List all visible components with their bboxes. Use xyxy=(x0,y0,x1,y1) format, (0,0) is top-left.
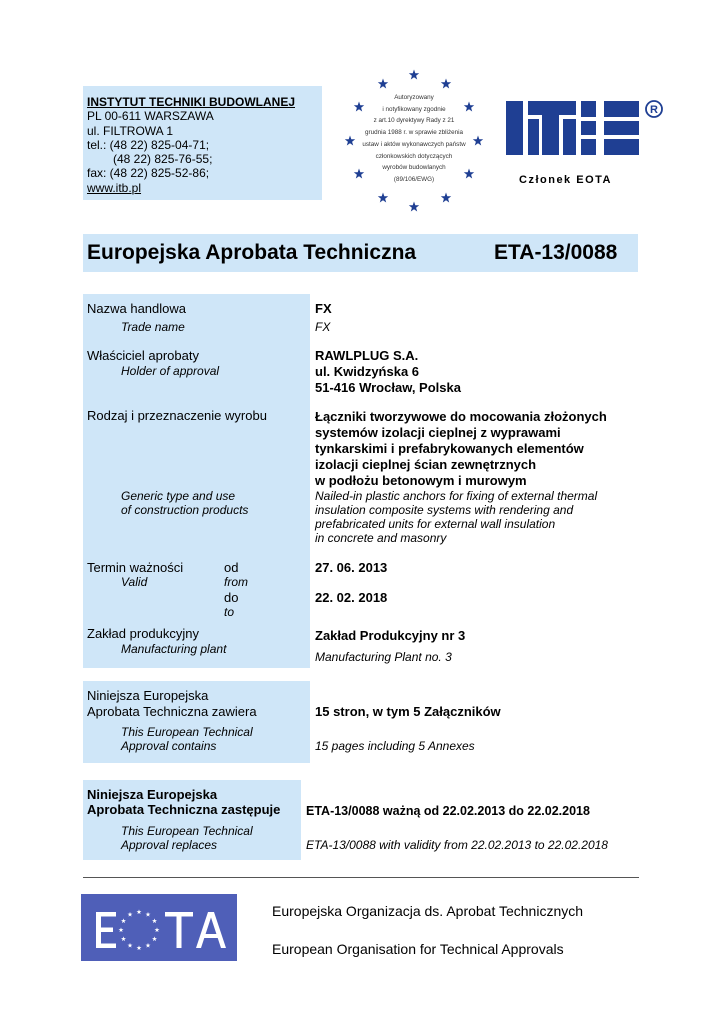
product-type-line: systemów izolacji cieplnej z wyprawami xyxy=(315,425,561,440)
trade-name-label-en: Trade name xyxy=(121,320,185,334)
replaces-label-en: This European Technical xyxy=(121,824,253,838)
validity-from-label-en: from xyxy=(224,575,248,589)
institute-name: INSTYTUT TECHNIKI BUDOWLANEJ xyxy=(87,95,295,109)
product-type-line: izolacji cieplnej ścian zewnętrznych xyxy=(315,457,537,472)
replaces-label-en: Approval replaces xyxy=(121,838,218,852)
plant-label: Zakład produkcyjny xyxy=(87,626,199,641)
validity-from-date: 27. 06. 2013 xyxy=(315,560,388,575)
plant-label-en: Manufacturing plant xyxy=(121,642,227,656)
institute-address-box xyxy=(83,86,322,200)
contains-value: 15 stron, w tym 5 Załączników xyxy=(315,704,501,719)
seal-line: Autoryzowany xyxy=(394,94,434,101)
holder-label: Właściciel aprobaty xyxy=(87,348,199,363)
holder-label-en: Holder of approval xyxy=(121,364,220,378)
institute-tel-2: (48 22) 825-76-55; xyxy=(113,152,213,167)
seal-line: członkowskich dotyczących xyxy=(375,152,453,160)
plant-value-en: Manufacturing Plant no. 3 xyxy=(315,650,452,664)
product-type-line: Łączniki tworzywowe do mocowania złożonych xyxy=(315,409,607,424)
trade-name-value-en: FX xyxy=(315,320,331,334)
seal-line: grudnia 1988 r. w sprawie zbliżenia xyxy=(364,129,463,137)
eota-logo xyxy=(81,894,237,961)
product-type-line-en: Nailed-in plastic anchors for fixing of external thermal xyxy=(315,489,598,503)
svg-text:R: R xyxy=(650,104,658,116)
plant-value: Zakład Produkcyjny nr 3 xyxy=(315,628,466,643)
contains-label: Niniejsza Europejska xyxy=(87,688,209,703)
notified-body-seal xyxy=(342,66,486,216)
product-type-line-en: prefabricated units for external wall insulation xyxy=(315,517,556,531)
validity-label: Termin ważności xyxy=(87,560,184,575)
replaces-label: Aprobata Techniczna zastępuje xyxy=(87,802,281,817)
page-title: Europejska Aprobata Techniczna xyxy=(87,241,417,264)
footer-divider xyxy=(83,877,639,878)
validity-to-date: 22. 02. 2018 xyxy=(315,590,388,605)
product-type-label: Rodzaj i przeznaczenie wyrobu xyxy=(87,408,267,423)
seal-line: (89/106/EWG) xyxy=(393,175,435,183)
seal-line: ustaw i aktów wykonawczych państw xyxy=(362,140,466,148)
seal-line: i notyfikowany zgodnie xyxy=(382,105,446,113)
validity-to-label: do xyxy=(224,590,239,605)
product-type-label-en: of construction products xyxy=(121,503,249,517)
product-type-line: tynkarskimi i prefabrykowanych elementów xyxy=(315,441,584,456)
institute-website-link[interactable]: www.itb.pl xyxy=(87,180,142,195)
trade-name-label: Nazwa handlowa xyxy=(87,301,187,316)
footer-org-name-pl: Europejska Organizacja ds. Aprobat Technicznych xyxy=(272,903,584,919)
product-type-label-en: Generic type and use xyxy=(121,489,236,503)
product-type-line-en: insulation composite systems with rendering and xyxy=(315,503,574,517)
validity-to-label-en: to xyxy=(224,605,235,619)
trade-name-value: FX xyxy=(315,301,332,316)
validity-from-label: od xyxy=(224,560,239,575)
product-type-line: w podłożu betonowym i murowym xyxy=(315,473,527,488)
institute-tel-1: tel.: (48 22) 825-04-71; xyxy=(87,137,210,152)
contains-label: Aprobata Techniczna zawiera xyxy=(87,704,257,719)
seal-line: wyrobów budowlanych xyxy=(382,164,446,172)
holder-name: RAWLPLUG S.A. xyxy=(315,348,419,363)
footer-org-name-en: European Organisation for Technical Approvals xyxy=(272,941,564,957)
eta-number: ETA-13/0088 xyxy=(494,241,618,264)
institute-fax: fax: (48 22) 825-52-86; xyxy=(87,166,210,181)
holder-city: 51-416 Wrocław, Polska xyxy=(315,380,461,395)
seal-text xyxy=(362,92,466,186)
itb-logo xyxy=(506,99,666,156)
contains-label-en: This European Technical xyxy=(121,725,253,739)
contains-value-en: 15 pages including 5 Annexes xyxy=(315,739,475,753)
eota-member-label: Członek EOTA xyxy=(519,174,612,186)
eota-logo-mark xyxy=(81,894,237,961)
itb-logo-mark xyxy=(506,99,666,156)
replaces-label: Niniejsza Europejska xyxy=(87,787,218,802)
replaces-value-en: ETA-13/0088 with validity from 22.02.2013 to 22.02.2018 xyxy=(306,838,608,852)
product-type-line-en: in concrete and masonry xyxy=(315,531,447,545)
contains-label-en: Approval contains xyxy=(121,739,217,753)
institute-street: ul. FILTROWA 1 xyxy=(87,123,174,138)
institute-postal: PL 00-611 WARSZAWA xyxy=(87,109,214,124)
replaces-value: ETA-13/0088 ważną od 22.02.2013 do 22.02.2018 xyxy=(306,804,590,818)
validity-label-en: Valid xyxy=(121,575,148,589)
seal-line: z art.10 dyrektywy Rady z 21 xyxy=(373,117,455,125)
holder-street: ul. Kwidzyńska 6 xyxy=(315,364,420,379)
